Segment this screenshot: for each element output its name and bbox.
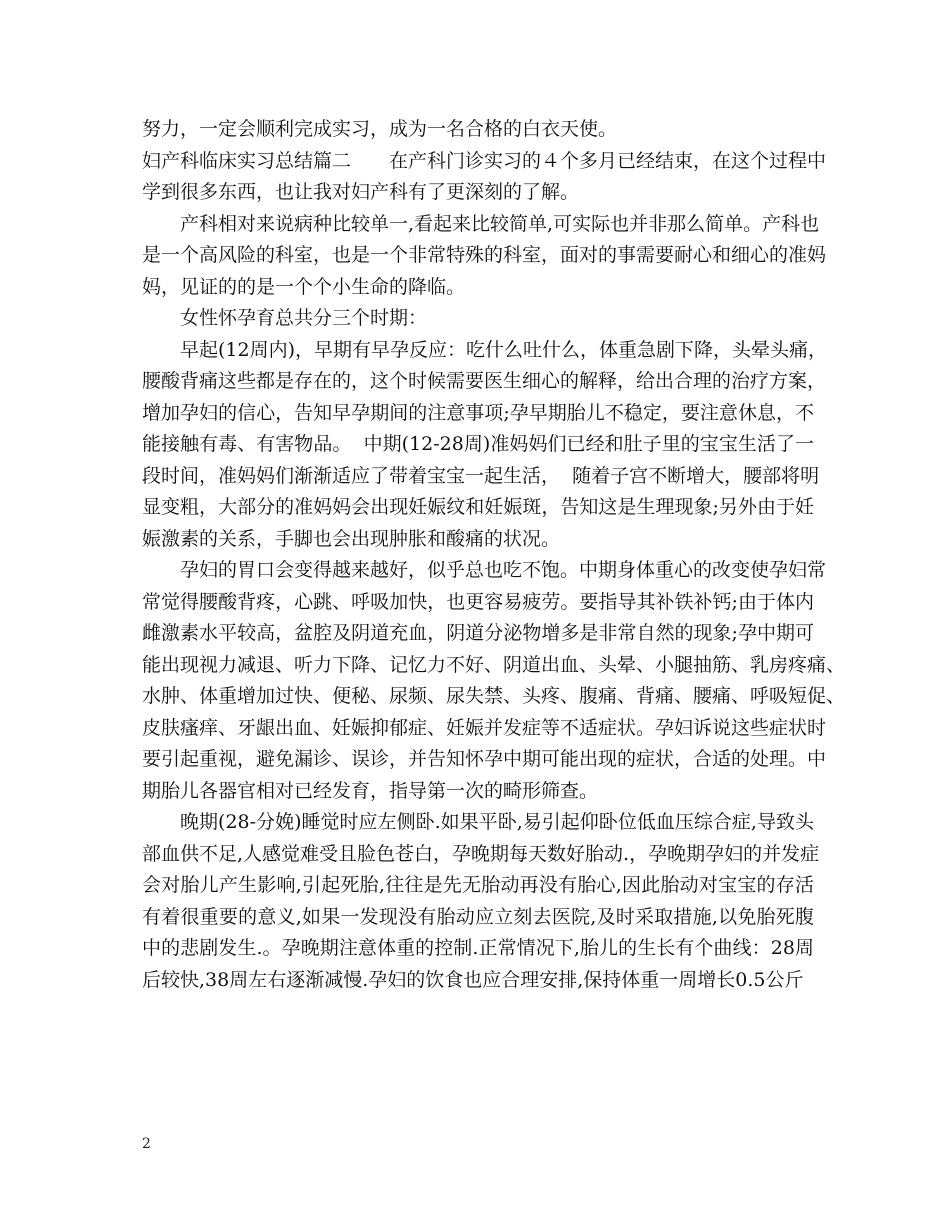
text-line: 早起(12周内)，早期有早孕反应：吃什么吐什么，体重急剧下降，头晕头痛， [180, 338, 828, 361]
text-line: 能接触有毒、有害物品。 中期(12-28周)准妈妈们已经和肚子里的宝宝生活了一 [142, 433, 814, 455]
text-line: 娠激素的关系，手脚也会出现肿胀和酸痛的状况。 [142, 527, 561, 550]
text-line: 妇产科临床实习总结篇二 在产科门诊实习的４个多月已经结束，在这个过程中 [142, 149, 827, 172]
text-line: 常觉得腰酸背疼，心跳、呼吸加快，也更容易疲劳。要指导其补铁补钙;由于体内 [142, 590, 814, 613]
text-line: 雌激素水平较高，盆腔及阴道充血，阴道分泌物增多是非常自然的现象;孕中期可 [142, 622, 814, 644]
text-line: 能出现视力减退、听力下降、记忆力不好、阴道出血、头晕、小腿抽筋、乳房疼痛、 [142, 653, 846, 676]
text-line: 有着很重要的意义,如果一发现没有胎动应立刻去医院,及时采取措施,以免胎死腹 [142, 905, 814, 928]
text-line: 会对胎儿产生影响,引起死胎,往往是先无胎动再没有胎心,因此胎动对宝宝的存活 [142, 874, 814, 896]
text-line: 产科相对来说病种比较单一,看起来比较简单,可实际也并非那么简单。产科也 [180, 212, 820, 235]
text-line: 中的悲剧发生.。孕晚期注意体重的控制.正常情况下,胎儿的生长有个曲线：28周 [142, 937, 814, 959]
text-line: 段时间，准妈妈们渐渐适应了带着宝宝一起生活， 随着子宫不断增大，腰部将明 [142, 464, 820, 487]
text-line: 后较快,38周左右逐渐减慢.孕妇的饮食也应合理安排,保持体重一周增长0.5公斤 [142, 968, 804, 991]
text-line: 水肿、体重增加过快、便秘、尿频、尿失禁、头疼、腹痛、背痛、腰痛、呼吸短促、 [142, 685, 846, 707]
paragraph [142, 555, 846, 807]
text-line: 是一个高风险的科室，也是一个非常特殊的科室，面对的事需要耐心和细心的准妈 [142, 244, 827, 266]
paragraph [142, 807, 820, 996]
text-line: 显变粗，大部分的准妈妈会出现妊娠纹和妊娠斑，告知这是生理现象;另外由于妊 [142, 496, 814, 518]
paragraph [142, 303, 814, 335]
text-line: 努力，一定会顺利完成实习，成为一名合格的白衣天使。 [142, 118, 618, 140]
text-line: 妈，见证的的是一个个小生命的降临。 [142, 275, 466, 298]
text-line: 皮肤瘙痒、牙龈出血、妊娠抑郁症、妊娠并发症等不适症状。孕妇诉说这些症状时 [142, 716, 827, 739]
text-line: 增加孕妇的信心，告知早孕期间的注意事项;孕早期胎儿不稳定，要注意休息，不 [142, 401, 814, 424]
text-line: 女性怀孕育总共分三个时期： [180, 307, 428, 329]
text-line: 孕妇的胃口会变得越来越好，似乎总也吃不饱。中期身体重心的改变使孕妇常 [180, 559, 827, 581]
document-body [142, 114, 846, 996]
page-number: 2 [142, 1136, 151, 1152]
paragraph [142, 209, 827, 304]
text-line: 期胎儿各器官相对已经发育，指导第一次的畸形筛查。 [142, 779, 599, 802]
paragraph [142, 146, 827, 209]
paragraph [142, 114, 814, 146]
text-line: 学到很多东西，也让我对妇产科有了更深刻的了解。 [142, 181, 580, 203]
text-line: 晚期(28-分娩)睡觉时应左侧卧.如果平卧,易引起仰卧位低血压综合症,导致头 [180, 811, 814, 833]
text-line: 要引起重视，避免漏诊、误诊，并告知怀孕中期可能出现的症状，合适的处理。中 [142, 748, 827, 770]
paragraph [142, 335, 828, 556]
text-line: 腰酸背痛这些都是存在的，这个时候需要医生细心的解释，给出合理的治疗方案， [142, 370, 827, 392]
text-line: 部血供不足,人感觉难受且脸色苍白，孕晚期每天数好胎动.，孕晚期孕妇的并发症 [142, 842, 820, 865]
